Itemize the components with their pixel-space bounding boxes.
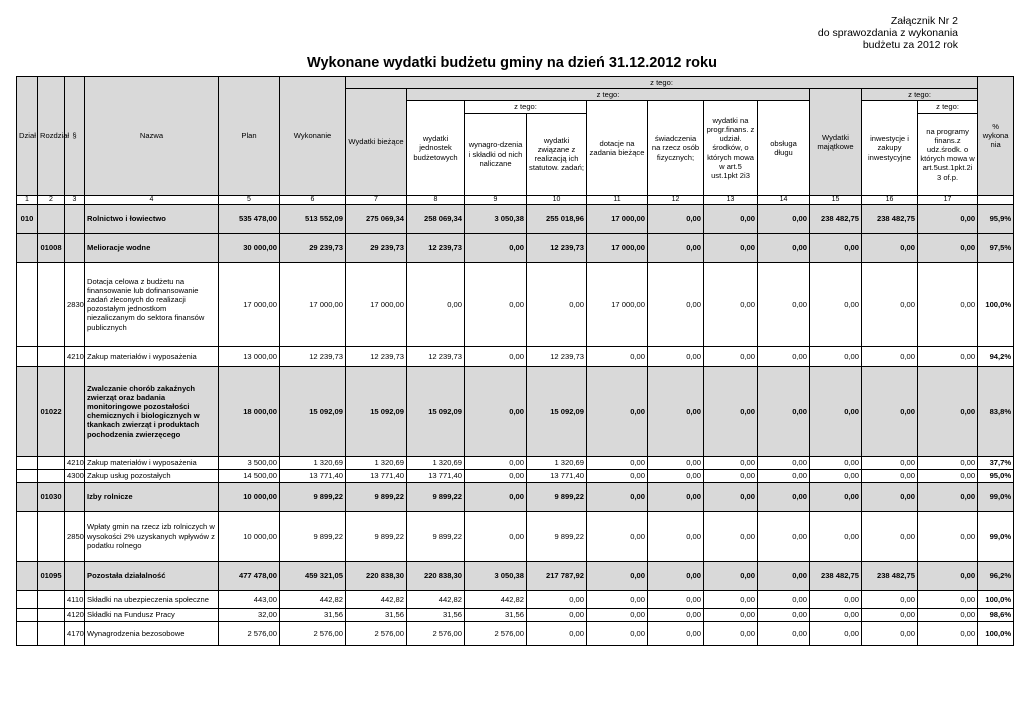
cell-dzial (17, 262, 38, 346)
cell-value: 17 000,00 (587, 204, 648, 233)
cell-value: 0,00 (810, 366, 862, 456)
cell-rozdzial (38, 456, 65, 469)
cell-value: 17 000,00 (587, 262, 648, 346)
cell-value: 0,00 (704, 561, 758, 590)
cell-value: 0,00 (704, 621, 758, 645)
header-plan: Plan (219, 77, 280, 196)
cell-value: 535 478,00 (219, 204, 280, 233)
cell-nazwa: Składki na Fundusz Pracy (85, 608, 219, 621)
cell-rozdzial (38, 346, 65, 366)
cell-value: 238 482,75 (862, 561, 918, 590)
cell-nazwa: Dotacja celowa z budżetu na finansowanie lub dofinansowanie zadań zleconych do realizacji pozostałym jednostkom niezaliczanym do sektora finansów publicznych (85, 262, 219, 346)
column-number: 14 (758, 195, 810, 204)
cell-value: 0,00 (758, 469, 810, 482)
cell-value: 10 000,00 (219, 511, 280, 561)
cell-nazwa: Zakup usług pozostałych (85, 469, 219, 482)
cell-value: 32,00 (219, 608, 280, 621)
cell-value: 0,00 (758, 456, 810, 469)
cell-rozdzial: 01022 (38, 366, 65, 456)
cell-value: 0,00 (918, 262, 978, 346)
column-number: 9 (465, 195, 527, 204)
cell-value: 0,00 (758, 590, 810, 608)
cell-value: 0,00 (648, 204, 704, 233)
cell-value: 0,00 (587, 469, 648, 482)
cell-value: 0,00 (918, 561, 978, 590)
attachment-note-line: budżetu za 2012 rok (862, 39, 958, 51)
header-procent: % wykona nia (978, 77, 1014, 196)
header-paragraf: § (65, 77, 85, 196)
cell-value: 0,00 (810, 456, 862, 469)
cell-value: 0,00 (587, 561, 648, 590)
cell-dzial (17, 621, 38, 645)
table-row (17, 590, 1014, 608)
cell-value: 459 321,05 (280, 561, 346, 590)
cell-value: 31,56 (346, 608, 407, 621)
cell-value: 0,00 (704, 204, 758, 233)
page-title: Wykonane wydatki budżetu gminy na dzień 31.12.2012 roku (307, 55, 717, 71)
cell-nazwa: Zakup materiałów i wyposażenia (85, 346, 219, 366)
cell-percent: 100,0% (978, 262, 1014, 346)
cell-value: 0,00 (810, 346, 862, 366)
table-row (17, 346, 1014, 366)
cell-value: 0,00 (918, 456, 978, 469)
cell-nazwa: Zakup materiałów i wyposażenia (85, 456, 219, 469)
cell-paragraf (65, 204, 85, 233)
cell-percent: 99,0% (978, 482, 1014, 511)
cell-value: 12 239,73 (346, 346, 407, 366)
cell-paragraf: 4210 (65, 456, 85, 469)
header-ztego-jednostek: z tego: (465, 101, 587, 113)
cell-paragraf: 4210 (65, 346, 85, 366)
cell-value: 9 899,22 (407, 482, 465, 511)
cell-value: 29 239,73 (346, 233, 407, 262)
cell-value: 0,00 (648, 346, 704, 366)
cell-value: 442,82 (465, 590, 527, 608)
table-row-section (17, 482, 1014, 511)
table-row (17, 621, 1014, 645)
cell-paragraf (65, 561, 85, 590)
cell-value: 255 018,96 (527, 204, 587, 233)
table-header (17, 77, 1014, 205)
cell-value: 0,00 (587, 590, 648, 608)
cell-percent: 95,0% (978, 469, 1014, 482)
header-obsluga: obsługa długu (758, 101, 810, 195)
cell-nazwa: Wpłaty gmin na rzecz izb rolniczych w wysokości 2% uzyskanych wpływów z podatku rolnego (85, 511, 219, 561)
cell-nazwa: Zwalczanie chorób zakaźnych zwierząt oraz badania monitoringowe pozostałości chemicznych i biologicznych w tkankach zwierząt i produktach pochodzenia zwierzęcego (85, 366, 219, 456)
cell-value: 0,00 (862, 366, 918, 456)
table-row-section (17, 366, 1014, 456)
cell-paragraf (65, 233, 85, 262)
cell-value: 9 899,22 (346, 482, 407, 511)
cell-value: 0,00 (587, 511, 648, 561)
cell-paragraf (65, 366, 85, 456)
header-inwestycje: inwestycje i zakupy inwestycyjne (862, 101, 918, 195)
cell-nazwa: Składki na ubezpieczenia społeczne (85, 590, 219, 608)
cell-value: 0,00 (862, 482, 918, 511)
cell-value: 17 000,00 (346, 262, 407, 346)
column-number: 6 (280, 195, 346, 204)
cell-value: 0,00 (810, 262, 862, 346)
attachment-note (818, 15, 958, 51)
cell-value: 0,00 (704, 456, 758, 469)
header-wydatki-progr: wydatki na progr.finans. z udział. środków, o których mowa w art.5 ust.1pkt 2i3 (704, 101, 758, 195)
cell-value: 217 787,92 (527, 561, 587, 590)
cell-value: 0,00 (465, 456, 527, 469)
cell-value: 0,00 (407, 262, 465, 346)
header-dotacje: dotacje na zadania bieżące (587, 101, 648, 195)
cell-value: 0,00 (648, 608, 704, 621)
cell-value: 220 838,30 (407, 561, 465, 590)
cell-value: 0,00 (465, 233, 527, 262)
cell-value: 0,00 (587, 346, 648, 366)
header-wydatki-jednostek: wydatki jednostek budżetowych (407, 101, 465, 195)
header-ztego-majatkowe: z tego: (862, 89, 978, 101)
cell-value: 0,00 (810, 608, 862, 621)
table-row (17, 511, 1014, 561)
cell-value: 12 239,73 (527, 346, 587, 366)
budget-table (16, 76, 1014, 646)
header-wydatki-statut: wydatki związane z realizacją ich statutow. zadań; (527, 113, 587, 195)
cell-value: 9 899,22 (346, 511, 407, 561)
cell-value: 3 050,38 (465, 561, 527, 590)
table-row (17, 262, 1014, 346)
cell-percent: 99,0% (978, 511, 1014, 561)
cell-value: 0,00 (704, 590, 758, 608)
cell-value: 0,00 (758, 511, 810, 561)
cell-value: 0,00 (758, 366, 810, 456)
cell-value: 0,00 (704, 511, 758, 561)
cell-value: 0,00 (587, 621, 648, 645)
cell-value: 9 899,22 (280, 482, 346, 511)
cell-value: 442,82 (280, 590, 346, 608)
cell-value: 0,00 (648, 366, 704, 456)
header-ztego-inwestycje: z tego: (918, 101, 978, 113)
cell-value: 0,00 (758, 233, 810, 262)
cell-value: 0,00 (758, 204, 810, 233)
cell-value: 0,00 (918, 233, 978, 262)
cell-value: 0,00 (758, 482, 810, 511)
cell-value: 443,00 (219, 590, 280, 608)
column-number: 5 (219, 195, 280, 204)
cell-dzial (17, 366, 38, 456)
cell-value: 0,00 (918, 621, 978, 645)
cell-value: 0,00 (587, 366, 648, 456)
column-number: 1 (17, 195, 38, 204)
table-row-section (17, 233, 1014, 262)
cell-value: 13 771,40 (346, 469, 407, 482)
table-row (17, 456, 1014, 469)
cell-value: 0,00 (704, 233, 758, 262)
cell-value: 0,00 (648, 262, 704, 346)
cell-value: 0,00 (465, 366, 527, 456)
cell-paragraf: 2830 (65, 262, 85, 346)
attachment-note-line: Załącznik Nr 2 (890, 15, 958, 27)
cell-value: 0,00 (862, 469, 918, 482)
cell-rozdzial (38, 469, 65, 482)
cell-value: 13 771,40 (407, 469, 465, 482)
cell-percent: 95,9% (978, 204, 1014, 233)
cell-value: 0,00 (918, 511, 978, 561)
cell-value: 0,00 (810, 469, 862, 482)
cell-value: 275 069,34 (346, 204, 407, 233)
cell-value: 15 092,09 (280, 366, 346, 456)
cell-dzial (17, 346, 38, 366)
cell-paragraf: 4300 (65, 469, 85, 482)
cell-percent: 98,6% (978, 608, 1014, 621)
cell-value: 0,00 (465, 469, 527, 482)
cell-value: 0,00 (862, 262, 918, 346)
cell-value: 0,00 (810, 621, 862, 645)
cell-value: 2 576,00 (280, 621, 346, 645)
cell-value: 12 239,73 (407, 233, 465, 262)
cell-value: 17 000,00 (587, 233, 648, 262)
cell-value: 0,00 (648, 233, 704, 262)
cell-value: 31,56 (407, 608, 465, 621)
cell-rozdzial: 01008 (38, 233, 65, 262)
cell-value: 9 899,22 (527, 482, 587, 511)
cell-value: 9 899,22 (407, 511, 465, 561)
cell-value: 0,00 (648, 456, 704, 469)
column-number: 15 (810, 195, 862, 204)
cell-value: 0,00 (862, 590, 918, 608)
cell-value: 0,00 (810, 511, 862, 561)
cell-dzial (17, 456, 38, 469)
cell-nazwa: Rolnictwo i łowiectwo (85, 204, 219, 233)
cell-percent: 37,7% (978, 456, 1014, 469)
cell-percent: 94,2% (978, 346, 1014, 366)
cell-value: 442,82 (407, 590, 465, 608)
cell-value: 31,56 (465, 608, 527, 621)
cell-value: 3 050,38 (465, 204, 527, 233)
cell-value: 0,00 (465, 262, 527, 346)
header-nazwa: Nazwa (85, 77, 219, 196)
column-number: 13 (704, 195, 758, 204)
table-row-section (17, 204, 1014, 233)
cell-value: 31,56 (280, 608, 346, 621)
cell-value: 0,00 (587, 608, 648, 621)
cell-value: 15 092,09 (346, 366, 407, 456)
cell-dzial (17, 608, 38, 621)
header-programy: na programy finans.z udz.środk. o których mowa w art.5ust.1pkt.2i 3 of.p. (918, 113, 978, 195)
column-number: 3 (65, 195, 85, 204)
cell-percent: 100,0% (978, 590, 1014, 608)
header-wynagrodzenia: wynagro-dzenia i składki od nich naliczane (465, 113, 527, 195)
cell-value: 0,00 (810, 482, 862, 511)
cell-value: 0,00 (918, 482, 978, 511)
header-ztego-biezace: z tego: (407, 89, 810, 101)
column-number (978, 195, 1014, 204)
cell-value: 18 000,00 (219, 366, 280, 456)
cell-rozdzial (38, 511, 65, 561)
cell-value: 29 239,73 (280, 233, 346, 262)
cell-value: 0,00 (758, 262, 810, 346)
cell-value: 1 320,69 (280, 456, 346, 469)
cell-value: 0,00 (862, 233, 918, 262)
cell-value: 513 552,09 (280, 204, 346, 233)
cell-paragraf (65, 482, 85, 511)
cell-value: 0,00 (587, 482, 648, 511)
cell-value: 0,00 (862, 621, 918, 645)
cell-dzial (17, 590, 38, 608)
header-dzial: Dział (17, 77, 38, 196)
cell-percent: 100,0% (978, 621, 1014, 645)
header-rozdzial: Rozdział (38, 77, 65, 196)
cell-value: 15 092,09 (407, 366, 465, 456)
cell-value: 0,00 (810, 233, 862, 262)
cell-value: 17 000,00 (280, 262, 346, 346)
table-row (17, 608, 1014, 621)
cell-value: 13 771,40 (527, 469, 587, 482)
cell-value: 0,00 (758, 346, 810, 366)
cell-value: 0,00 (918, 469, 978, 482)
cell-value: 2 576,00 (219, 621, 280, 645)
cell-value: 17 000,00 (219, 262, 280, 346)
cell-percent: 83,8% (978, 366, 1014, 456)
cell-value: 0,00 (810, 590, 862, 608)
column-number: 4 (85, 195, 219, 204)
cell-value: 0,00 (862, 456, 918, 469)
cell-dzial (17, 469, 38, 482)
cell-value: 13 000,00 (219, 346, 280, 366)
cell-value: 0,00 (648, 590, 704, 608)
column-number: 10 (527, 195, 587, 204)
cell-value: 12 239,73 (527, 233, 587, 262)
header-majatkowe: Wydatki majątkowe (810, 89, 862, 195)
cell-paragraf: 4110 (65, 590, 85, 608)
cell-value: 0,00 (758, 561, 810, 590)
cell-dzial (17, 233, 38, 262)
cell-percent: 97,5% (978, 233, 1014, 262)
cell-value: 0,00 (918, 204, 978, 233)
cell-value: 0,00 (918, 346, 978, 366)
table-body (17, 204, 1014, 645)
cell-value: 0,00 (648, 621, 704, 645)
cell-value: 0,00 (918, 366, 978, 456)
cell-value: 1 320,69 (346, 456, 407, 469)
cell-value: 0,00 (704, 482, 758, 511)
cell-value: 10 000,00 (219, 482, 280, 511)
header-swiadczenia: świadczenia na rzecz osób fizycznych; (648, 101, 704, 195)
cell-value: 477 478,00 (219, 561, 280, 590)
cell-value: 0,00 (527, 262, 587, 346)
table-row-section (17, 561, 1014, 590)
cell-rozdzial (38, 608, 65, 621)
cell-rozdzial (38, 621, 65, 645)
column-number: 17 (918, 195, 978, 204)
cell-nazwa: Melioracje wodne (85, 233, 219, 262)
cell-value: 3 500,00 (219, 456, 280, 469)
cell-value: 9 899,22 (280, 511, 346, 561)
cell-nazwa: Wynagrodzenia bezosobowe (85, 621, 219, 645)
cell-value: 0,00 (648, 511, 704, 561)
cell-value: 0,00 (704, 346, 758, 366)
column-number: 11 (587, 195, 648, 204)
cell-value: 1 320,69 (527, 456, 587, 469)
cell-value: 12 239,73 (280, 346, 346, 366)
header-wydatki-biezace: Wydatki bieżące (346, 89, 407, 195)
column-number: 12 (648, 195, 704, 204)
cell-value: 12 239,73 (407, 346, 465, 366)
cell-value: 238 482,75 (810, 561, 862, 590)
cell-paragraf: 4170 (65, 621, 85, 645)
cell-nazwa: Izby rolnicze (85, 482, 219, 511)
cell-rozdzial (38, 262, 65, 346)
cell-value: 238 482,75 (862, 204, 918, 233)
cell-paragraf: 2850 (65, 511, 85, 561)
column-number: 2 (38, 195, 65, 204)
cell-dzial (17, 561, 38, 590)
cell-value: 15 092,09 (527, 366, 587, 456)
cell-value: 13 771,40 (280, 469, 346, 482)
cell-value: 1 320,69 (407, 456, 465, 469)
cell-value: 0,00 (648, 482, 704, 511)
cell-rozdzial (38, 590, 65, 608)
cell-value: 0,00 (704, 608, 758, 621)
header-ztego-main: z tego: (346, 77, 978, 89)
cell-value: 0,00 (704, 469, 758, 482)
cell-value: 442,82 (346, 590, 407, 608)
cell-value: 258 069,34 (407, 204, 465, 233)
column-number: 7 (346, 195, 407, 204)
cell-value: 2 576,00 (346, 621, 407, 645)
cell-rozdzial: 01030 (38, 482, 65, 511)
cell-value: 2 576,00 (465, 621, 527, 645)
cell-value: 0,00 (648, 561, 704, 590)
cell-rozdzial (38, 204, 65, 233)
cell-value: 238 482,75 (810, 204, 862, 233)
cell-dzial: 010 (17, 204, 38, 233)
attachment-note-line: do sprawozdania z wykonania (817, 27, 958, 39)
column-number: 16 (862, 195, 918, 204)
cell-percent: 96,2% (978, 561, 1014, 590)
cell-value: 14 500,00 (219, 469, 280, 482)
cell-value: 0,00 (527, 621, 587, 645)
cell-rozdzial: 01095 (38, 561, 65, 590)
cell-value: 0,00 (918, 590, 978, 608)
cell-value: 0,00 (918, 608, 978, 621)
cell-value: 0,00 (862, 346, 918, 366)
cell-paragraf: 4120 (65, 608, 85, 621)
cell-value: 0,00 (527, 590, 587, 608)
cell-value: 0,00 (704, 262, 758, 346)
cell-value: 0,00 (648, 469, 704, 482)
cell-value: 0,00 (704, 366, 758, 456)
cell-value: 30 000,00 (219, 233, 280, 262)
cell-value: 0,00 (862, 511, 918, 561)
cell-dzial (17, 511, 38, 561)
header-wykonanie: Wykonanie (280, 77, 346, 196)
cell-value: 0,00 (587, 456, 648, 469)
cell-value: 0,00 (465, 511, 527, 561)
cell-nazwa: Pozostała działalność (85, 561, 219, 590)
cell-value: 9 899,22 (527, 511, 587, 561)
cell-value: 0,00 (527, 608, 587, 621)
cell-value: 0,00 (758, 621, 810, 645)
cell-value: 0,00 (758, 608, 810, 621)
cell-dzial (17, 482, 38, 511)
cell-value: 0,00 (465, 482, 527, 511)
cell-value: 0,00 (862, 608, 918, 621)
column-numbers-row (17, 195, 1014, 204)
cell-value: 2 576,00 (407, 621, 465, 645)
cell-value: 220 838,30 (346, 561, 407, 590)
column-number: 8 (407, 195, 465, 204)
cell-value: 0,00 (465, 346, 527, 366)
table-row (17, 469, 1014, 482)
